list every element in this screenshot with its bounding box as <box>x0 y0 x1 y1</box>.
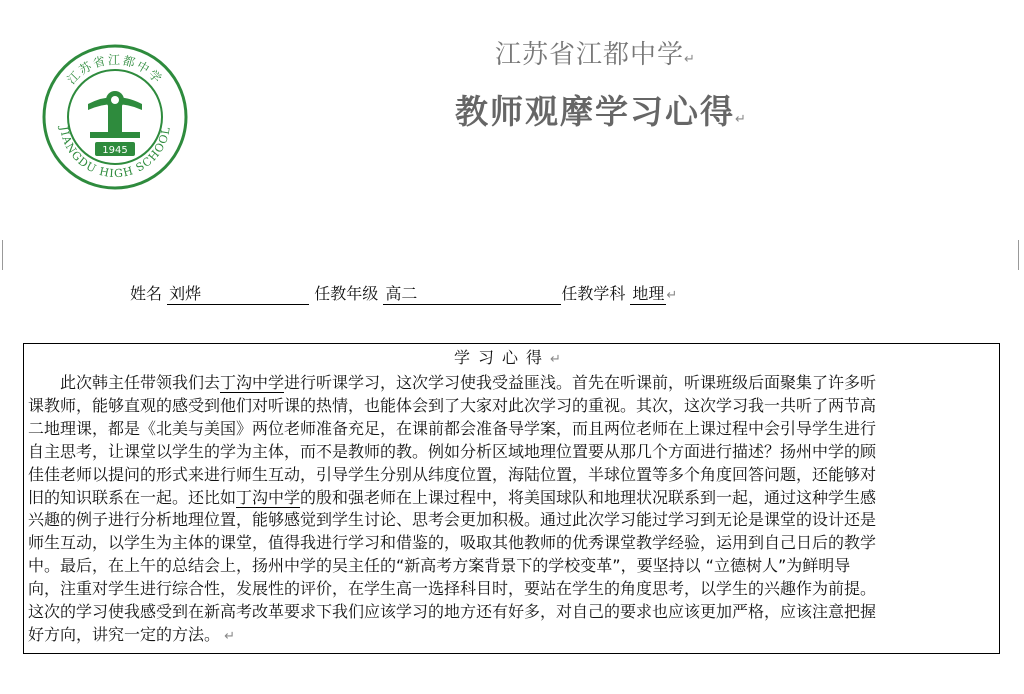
text-line <box>28 532 998 555</box>
text-line <box>28 555 998 578</box>
text-line <box>28 441 998 464</box>
text-line-content: 此次韩主任带领我们去 <box>28 373 221 392</box>
paragraph-mark-icon: ↵ <box>550 352 569 367</box>
reflection-text <box>28 372 998 649</box>
text-line-content: 二地理课，都是《北美与美国》两位老师准备充足，在课前都会准备导学案，而且两位老师在上课过程中会引导学生进行 <box>28 418 877 438</box>
school-name-text: 江苏省江都中学 <box>495 40 685 70</box>
text-line-content: 好方向，讲究一定的方法。 <box>28 624 221 644</box>
school-name-link: 丁沟中学 <box>236 487 301 507</box>
page-edge-left <box>2 240 3 270</box>
logo-top-text: 江苏省江都中学 <box>64 53 166 87</box>
school-seal-icon <box>40 42 190 192</box>
text-line <box>28 601 998 624</box>
text-line-content: 中。最后，在上午的总结会上，扬州中学的吴主任的“新高考方案背景下的学校变革”，要坚持以 “立德树人”为鲜明导 <box>28 556 851 576</box>
school-name-link: 丁沟中学 <box>220 373 285 392</box>
section-heading-text: 学习心得 <box>454 348 551 367</box>
paragraph-mark-icon: ↵ <box>684 52 696 67</box>
text-line-content: 的殷和强老师在上课过程中，将美国球队和地理状况联系到一起，通过这种学生感 <box>300 487 877 507</box>
page-edge-right <box>1018 240 1019 270</box>
text-line-content: 自主思考，让课堂以学生的学为主体，而不是教师的教。例如分析区域地理位置要从那几个方面进行描述？扬州中学的顾 <box>28 441 877 461</box>
logo-year: 1945 <box>102 145 128 156</box>
logo-bottom-text: JIANGDU HIGH SCHOOL <box>57 125 173 181</box>
school-logo <box>40 42 190 192</box>
text-line-content: 佳佳老师以提问的形式来进行师生互动，引导学生分别从纬度位置，海陆位置，半球位置等多个角度回答问题，还能够对 <box>28 464 877 484</box>
paragraph-mark-icon: ↵ <box>666 288 678 303</box>
text-line-content: 旧的知识联系在一起。还比如 <box>28 487 237 507</box>
text-line <box>28 395 998 418</box>
paragraph-mark-icon: ↵ <box>735 112 748 127</box>
text-line <box>28 418 998 441</box>
text-line-content: 进行听课学习，这次学习使我受益匪浅。首先在听课前，听课班级后面聚集了许多听 <box>284 373 877 392</box>
page-title <box>455 86 748 133</box>
paragraph-mark-icon: ↵ <box>220 628 236 644</box>
teacher-info-line <box>130 281 677 305</box>
grade-label: 任教年级 <box>314 284 379 303</box>
subject-field[interactable]: 地理 <box>630 281 666 305</box>
text-line-content: 这次的学习使我感受到在新高考改革要求下我们应该学习的地方还有好多，对自己的要求也应该更加严格，应该注意把握 <box>28 602 877 622</box>
text-line <box>28 509 998 532</box>
text-line-content: 向，注重对学生进行综合性，发展性的评价，在学生高一选择科目时，要站在学生的角度思考，以学生的兴趣作为前提。 <box>28 579 877 599</box>
section-heading <box>24 347 999 371</box>
text-line <box>28 487 998 510</box>
text-line <box>28 372 998 395</box>
text-line-content: 师生互动，以学生为主体的课堂，值得我进行学习和借鉴的，吸取其他教师的优秀课堂教学经验，运用到自己日后的教学 <box>28 533 877 553</box>
text-line <box>28 624 998 649</box>
page-title-text: 教师观摩学习心得 <box>455 92 735 131</box>
text-line <box>28 464 998 487</box>
reflection-box <box>23 343 1000 654</box>
school-name <box>495 34 696 71</box>
text-line <box>28 578 998 601</box>
subject-label: 任教学科 <box>561 284 626 303</box>
name-label: 姓名 <box>130 284 163 303</box>
grade-field[interactable]: 高二 <box>383 281 561 305</box>
name-field[interactable]: 刘烨 <box>167 281 309 305</box>
text-line-content: 课教师，能够直观的感受到他们对听课的热情，也能体会到了大家对此次学习的重视。其次，这次学习我一共听了两节高 <box>28 395 877 415</box>
text-line-content: 兴趣的例子进行分析地理位置，能够感觉到学生讨论、思考会更加积极。通过此次学习能过学习到无论是课堂的设计还是 <box>28 510 877 530</box>
